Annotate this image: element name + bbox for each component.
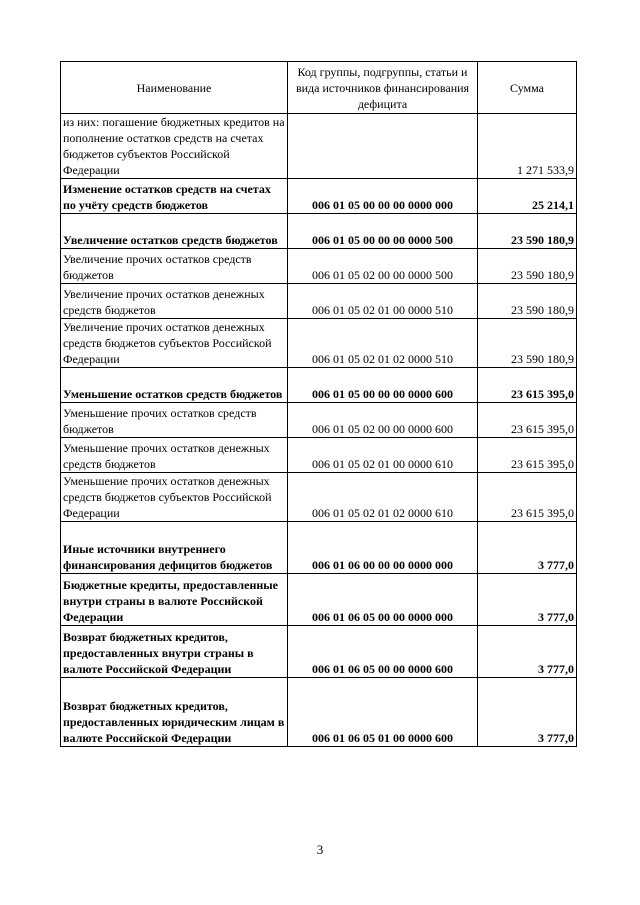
header-code: Код группы, подгруппы, статьи и вида источников финансирования дефицита (288, 62, 478, 114)
row-name-cell: Уменьшение остатков средств бюджетов (61, 368, 288, 403)
table-row (61, 284, 577, 319)
table-row (61, 626, 577, 678)
row-sum-cell: 23 615 395,0 (478, 473, 577, 522)
row-name-cell: Увеличение прочих остатков денежных средств бюджетов (61, 284, 288, 319)
row-code-cell: 006 01 05 02 00 00 0000 500 (288, 249, 478, 284)
row-name-cell: из них: погашение бюджетных кредитов на пополнение остатков средств на счетах бюджетов субъектов Российской Федерации (61, 114, 288, 179)
row-sum-cell: 23 590 180,9 (478, 249, 577, 284)
row-name-cell: Иные источники внутреннего финансирования дефицитов бюджетов (61, 522, 288, 574)
row-code-cell: 006 01 05 00 00 00 0000 600 (288, 368, 478, 403)
table-row (61, 403, 577, 438)
table-row (61, 438, 577, 473)
row-name-cell: Изменение остатков средств на счетах по учёту средств бюджетов (61, 179, 288, 214)
row-code-cell: 006 01 05 00 00 00 0000 500 (288, 214, 478, 249)
row-sum-cell: 3 777,0 (478, 574, 577, 626)
row-code-cell: 006 01 05 02 01 02 0000 510 (288, 319, 478, 368)
table-row (61, 319, 577, 368)
row-sum-cell: 23 590 180,9 (478, 319, 577, 368)
row-name-cell: Возврат бюджетных кредитов, предоставленных внутри страны в валюте Российской Федерации (61, 626, 288, 678)
row-sum-cell: 23 590 180,9 (478, 214, 577, 249)
table-row (61, 574, 577, 626)
row-code-cell: 006 01 06 05 00 00 0000 000 (288, 574, 478, 626)
table-row (61, 179, 577, 214)
row-sum-cell: 3 777,0 (478, 626, 577, 678)
row-code-cell: 006 01 05 02 01 02 0000 610 (288, 473, 478, 522)
table-row (61, 522, 577, 574)
header-sum: Сумма (478, 62, 577, 114)
row-code-cell: 006 01 06 05 01 00 0000 600 (288, 678, 478, 747)
row-code-cell: 006 01 06 00 00 00 0000 000 (288, 522, 478, 574)
table-row (61, 368, 577, 403)
financing-sources-table (60, 61, 577, 747)
table-header-row (61, 62, 577, 114)
row-sum-cell: 23 615 395,0 (478, 368, 577, 403)
table-row (61, 473, 577, 522)
table-row (61, 249, 577, 284)
row-code-cell: 006 01 05 02 01 00 0000 510 (288, 284, 478, 319)
page-number: 3 (316, 842, 324, 857)
row-name-cell: Уменьшение прочих остатков средств бюджетов (61, 403, 288, 438)
row-name-cell: Возврат бюджетных кредитов, предоставленных юридическим лицам в валюте Российской Федерации (61, 678, 288, 747)
table-row (61, 214, 577, 249)
row-name-cell: Уменьшение прочих остатков денежных средств бюджетов субъектов Российской Федерации (61, 473, 288, 522)
table-row (61, 114, 577, 179)
table-row (61, 678, 577, 747)
header-name: Наименование (61, 62, 288, 114)
row-name-cell: Увеличение прочих остатков средств бюджетов (61, 249, 288, 284)
row-code-cell: 006 01 05 02 00 00 0000 600 (288, 403, 478, 438)
table-body (61, 114, 577, 747)
row-code-cell: 006 01 05 00 00 00 0000 000 (288, 179, 478, 214)
row-sum-cell: 23 615 395,0 (478, 438, 577, 473)
row-code-cell: 006 01 05 02 01 00 0000 610 (288, 438, 478, 473)
row-sum-cell: 25 214,1 (478, 179, 577, 214)
row-sum-cell: 23 615 395,0 (478, 403, 577, 438)
row-sum-cell: 23 590 180,9 (478, 284, 577, 319)
row-code-cell (288, 114, 478, 179)
row-name-cell: Бюджетные кредиты, предоставленные внутри страны в валюте Российской Федерации (61, 574, 288, 626)
row-name-cell: Уменьшение прочих остатков денежных средств бюджетов (61, 438, 288, 473)
row-name-cell: Увеличение прочих остатков денежных средств бюджетов субъектов Российской Федерации (61, 319, 288, 368)
row-name-cell: Увеличение остатков средств бюджетов (61, 214, 288, 249)
row-sum-cell: 1 271 533,9 (478, 114, 577, 179)
row-code-cell: 006 01 06 05 00 00 0000 600 (288, 626, 478, 678)
row-sum-cell: 3 777,0 (478, 522, 577, 574)
row-sum-cell: 3 777,0 (478, 678, 577, 747)
